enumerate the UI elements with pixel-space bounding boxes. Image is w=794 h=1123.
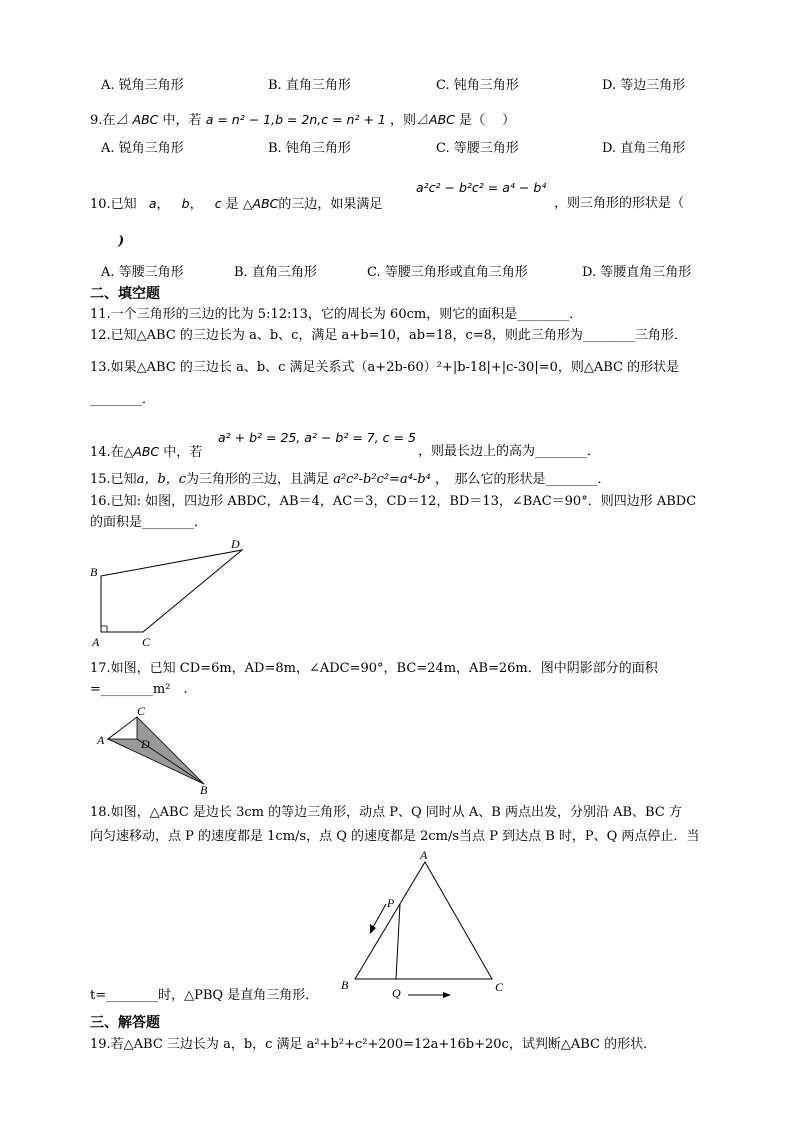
label-c: C: [495, 980, 504, 994]
q10-var-c: c: [214, 196, 222, 211]
q14-prefix: 14.在: [90, 445, 124, 460]
q10-option-b: B. 直角三角形: [234, 265, 317, 280]
figure-q16: [86, 534, 256, 652]
q9-formula: a = n² − 1,b = 2n,c = n² + 1: [205, 112, 386, 127]
label-a: A: [97, 733, 105, 747]
label-d: D: [231, 537, 240, 551]
segment-pq: [396, 904, 400, 979]
q9-option-b: B. 钝角三角形: [268, 141, 351, 156]
q14-formula: a² + b² = 25, a² − b² = 7, c = 5: [218, 430, 416, 445]
q10-is: 是: [225, 197, 239, 212]
figure-q17: [92, 704, 212, 794]
arrow-p-direction: [372, 904, 386, 929]
label-p: P: [387, 896, 395, 910]
q10-close: ): [118, 234, 125, 249]
q15-prefix: 15.已知: [90, 472, 137, 487]
right-angle-mark: [101, 626, 107, 632]
label-q: Q: [392, 986, 401, 1000]
q19: 19.若△ABC 三边长为 a，b，c 满足 a²+b²+c²+200=12a+16b+20c，试判断△ABC 的形状．: [90, 1037, 657, 1052]
quadrilateral-abdc: [101, 550, 242, 632]
q8-option-c: C. 钝角三角形: [436, 78, 519, 93]
q9-option-c: C. 等腰三角形: [436, 141, 519, 156]
q9-triangle-2: ABC: [429, 112, 455, 127]
q12: 12.已知△ABC 的三边长为 a、b、c，满足 a+b=10，ab=18，c=8，则此三角形为________三角形．: [90, 328, 687, 343]
triangle-adc: [108, 717, 137, 739]
figure-q18: [334, 846, 514, 1006]
q14-triangle: △ABC: [123, 444, 160, 459]
q14-stem: [90, 444, 202, 461]
q18-line1: 18.如图，△ABC 是边长 3cm 的等边三角形，动点 P、Q 同时从 A、B 两点出发，分别沿 AB、BC 方: [90, 805, 682, 820]
q15: [90, 472, 611, 488]
label-b: B: [200, 783, 208, 794]
q10-option-a: A. 等腰三角形: [101, 265, 184, 280]
q10-var-b: b: [181, 196, 190, 211]
q15-mid: 为三角形的三边，且满足: [186, 472, 330, 487]
label-b: B: [90, 565, 98, 579]
q16-line2: 的面积是________．: [90, 515, 208, 530]
q13-blank: ________．: [90, 392, 156, 407]
q9-suffix: 是（ ）: [459, 113, 516, 128]
q9-option-d: D. 直角三角形: [602, 141, 686, 156]
q9-stem: [90, 112, 515, 129]
section-answer: 三、解答题: [90, 1015, 160, 1031]
q9-mid2: ，则⊿: [390, 113, 430, 128]
q17-line2: =________m² .: [90, 682, 188, 697]
q8-option-d: D. 等边三角形: [602, 78, 686, 93]
q9-option-a: A. 锐角三角形: [101, 141, 184, 156]
q9-triangle: ABC: [132, 112, 159, 127]
q10-sep-2: ，: [189, 197, 203, 212]
q18-line2: 向匀速移动，点 P 的速度都是 1cm/s，点 Q 的速度都是 2cm/s当点 P 到达点 B 时，P、Q 两点停止．当: [90, 829, 700, 844]
q10-option-c: C. 等腰三角形或直角三角形: [367, 265, 528, 280]
q9-prefix: 9.在⊿: [90, 113, 129, 128]
q8-option-a: A. 锐角三角形: [101, 78, 184, 93]
q10-stem: [90, 196, 382, 213]
arrowhead-p: [370, 924, 376, 934]
q10-option-d: D. 等腰直角三角形: [582, 265, 692, 280]
q13: 13.如果△ABC 的三边长 a、b、c 满足关系式（a+2b-60）²+|b-18|+|c-30|=0，则△ABC 的形状是: [90, 360, 680, 375]
q11: 11.一个三角形的三边的比为 5:12:13，它的周长为 60cm，则它的面积是________．: [90, 307, 583, 322]
label-d: D: [141, 737, 150, 751]
q17-line1: 17.如图，已知 CD=6m，AD=8m，∠ADC=90°，BC=24m，AB=26m．图中阴影部分的面积: [90, 661, 658, 676]
q10-formula: a²c² − b²c² = a⁴ − b⁴: [416, 180, 547, 195]
q10-triangle: △ABC: [242, 196, 279, 211]
q15-formula: a²c²-b²c²=a⁴-b⁴: [333, 472, 431, 487]
label-a: A: [420, 848, 428, 862]
label-b: B: [341, 978, 349, 992]
q16-line1: 16.已知: 如图，四边形 ABDC，AB＝4，AC＝3，CD＝12，BD＝13，∠BAC＝90°．则四边形 ABDC: [90, 494, 697, 509]
label-a: A: [92, 635, 100, 649]
q14-mid: 中，若: [163, 445, 203, 460]
q18-line3: t=________时，△PBQ 是直角三角形．: [90, 988, 319, 1003]
arrowhead-q: [443, 992, 451, 998]
q10-sep-1: ，: [156, 197, 170, 212]
q10-mid: 的三边，如果满足: [278, 197, 383, 212]
label-c: C: [137, 704, 146, 718]
q9-mid: 中，若: [162, 113, 202, 128]
q15-vars: a，b，c: [136, 472, 187, 487]
q10-prefix: 10.已知: [90, 197, 137, 212]
q14-suffix: ，则最长边上的高为________．: [418, 444, 601, 459]
label-c: C: [142, 635, 151, 649]
triangle-abc: [355, 862, 492, 979]
section-fill-in: 二、填空题: [90, 286, 160, 302]
q15-suffix: ， 那么它的形状是________．: [435, 472, 611, 487]
q8-option-b: B. 直角三角形: [268, 78, 351, 93]
q10-var-a: a: [148, 196, 157, 211]
q10-suffix: ，则三角形的形状是（: [554, 196, 685, 211]
